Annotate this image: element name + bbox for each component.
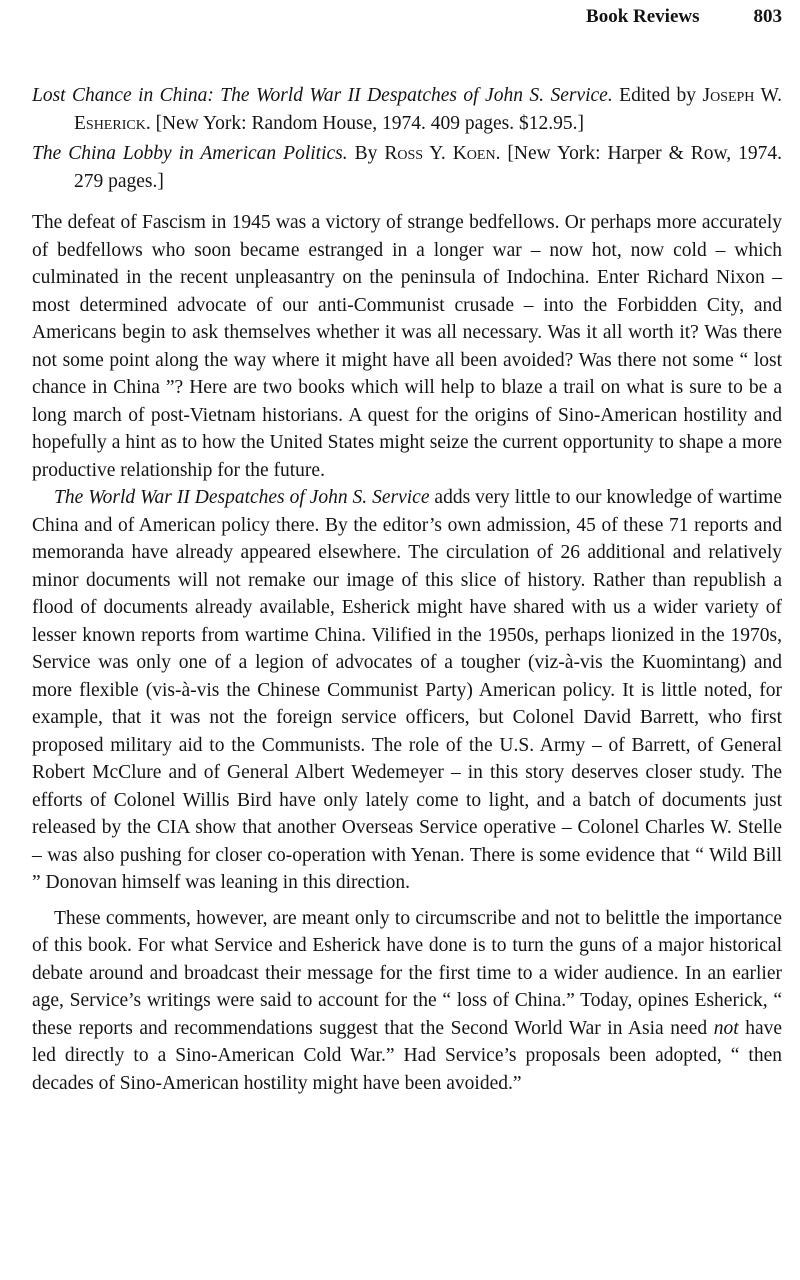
running-head [32, 0, 782, 30]
paragraph-text: adds very little to our knowledge of wartime China and of American policy there. By the editor’s own admission, 45 of these 71 reports and memoranda have already appeared elsewhere. The circulation of 26 additional and relatively minor documents will not remake our image of this slice of history. Rather than republish a flood of documents already available, Esherick might have shared with us a wider variety of lesser known reports from wartime China. Vilified in the 1950s, perhaps lionized in the 1970s, Service was only one of a legion of advocates of a tougher (viz-à-vis the Kuomintang) and more flexible (vis-à-vis the Chinese Communist Party) American policy. It is little noted, for example, that it was not the foreign service officers, but Colonel David Barrett, who first proposed military aid to the Communists. The role of the U.S. Army – of Barrett, of General Robert McClure and of General Albert Wedemeyer – in this story deserves closer study. The efforts of Colonel Willis Bird have only lately come to light, and a batch of documents just released by the CIA show that another Overseas Service operative – Colonel Charles W. Stelle – was also pushing for closer co-operation with Yenan. There is some evidence that “ Wild Bill ” Donovan himself was leaning in this direction. [32, 487, 782, 893]
running-title: Book Reviews [586, 6, 700, 27]
book-publication: . [New York: Harper & Row, 1974. 279 pages.] [74, 143, 783, 192]
reviewed-books-list [32, 82, 782, 195]
book-editor: Joseph W. Esherick [74, 85, 783, 134]
italic-title: The World War II Despatches of John S. Service [54, 487, 430, 508]
book-author-prefix: By [354, 143, 378, 164]
paragraph [32, 905, 782, 1098]
book-reference [32, 140, 782, 195]
book-title: The China Lobby in American Politics. [32, 143, 348, 164]
book-title: Lost Chance in China: The World War II Despatches of John S. Service. [32, 85, 613, 106]
review-body [32, 209, 782, 1097]
book-reference [32, 82, 782, 137]
book-editor-prefix: Edited by [619, 85, 697, 106]
paragraph-text: These comments, however, are meant only to circumscribe and not to belittle the importance of this book. For what Service and Esherick have done is to turn the guns of a major historical debate around and broadcast their message for the first time to a wider audience. In an earlier age, Service’s writings were said to account for the “ loss of China.” Today, opines Esherick, “ these reports and recommendations suggest that the Second World War in Asia need [32, 907, 782, 1039]
paragraph: The defeat of Fascism in 1945 was a victory of strange bedfellows. Or perhaps more accurately of bedfellows who soon became estranged in a longer war – now hot, now cold – which culminated in the recent unpleasantry on the peninsula of Indochina. Enter Richard Nixon – most determined advocate of our anti-Communist crusade – into the Forbidden City, and Americans begin to ask themselves whether it was all necessary. Was it all worth it? Was there not some point along the way where it might have all been avoided? Was there not some “ lost chance in China ”? Here are two books which will help to blaze a trail on what is sure to be a long march of post-Vietnam historians. A quest for the origins of Sino-American hostility and hopefully a hint as to how the United States might seize the current opportunity to shape a more productive relationship for the future. [32, 212, 782, 481]
emphasis: not [713, 1017, 739, 1039]
page-number: 803 [753, 6, 782, 27]
book-author: Ross Y. Koen [384, 143, 496, 164]
book-publication: . [New York: Random House, 1974. 409 pages. $12.95.] [145, 112, 584, 134]
paragraph [32, 484, 782, 897]
paragraph-text: have led directly to a Sino-American Cold War.” Had Service’s proposals been adopted, “ then decades of Sino-American hostility might have been avoided.” [32, 1017, 782, 1094]
